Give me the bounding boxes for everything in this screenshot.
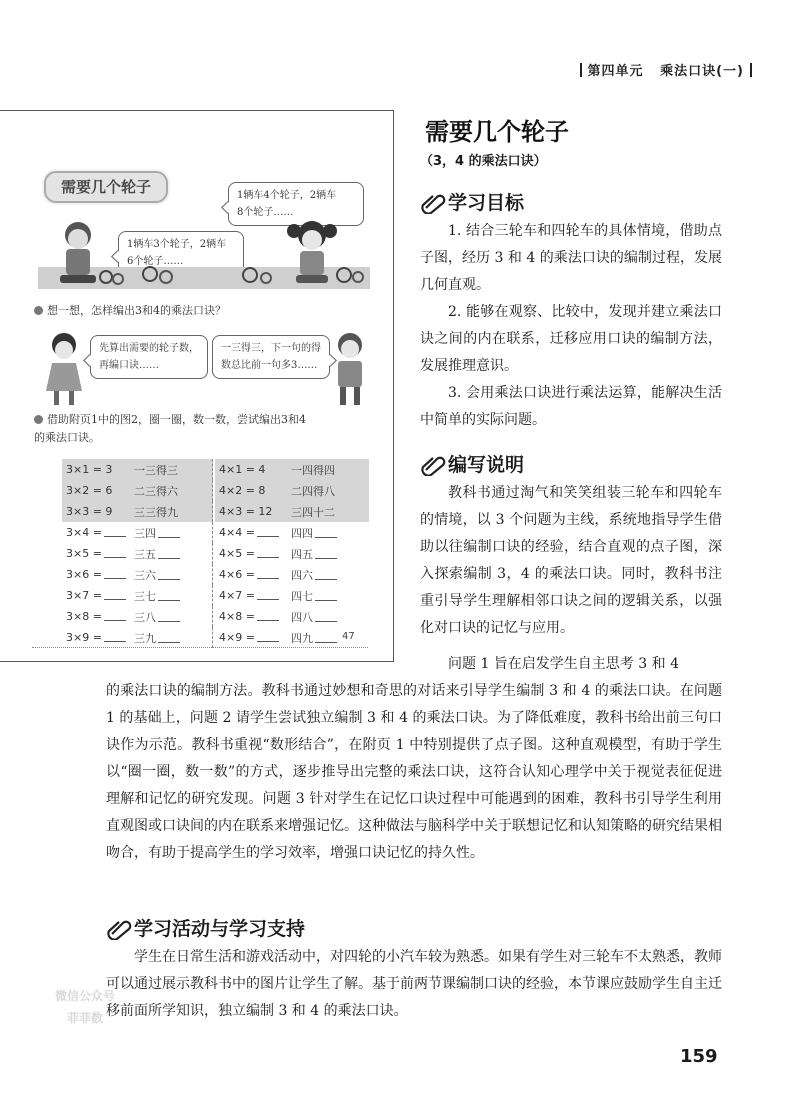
answer-blank[interactable] xyxy=(104,589,126,600)
bullet-dot-icon xyxy=(34,415,43,424)
watermark xyxy=(30,985,140,1029)
notes-heading xyxy=(420,450,524,477)
rhyme-cell xyxy=(130,564,213,585)
equation-cell xyxy=(62,522,130,543)
equation-text: 3×3 = 9 xyxy=(66,505,113,518)
header-divider xyxy=(580,63,582,77)
answer-blank[interactable] xyxy=(158,611,180,622)
answer-blank[interactable] xyxy=(158,590,180,601)
answer-blank[interactable] xyxy=(257,631,279,642)
equation-text: 3×6 = xyxy=(66,568,102,581)
equation-text: 4×4 = xyxy=(219,526,255,539)
textbook-panel xyxy=(0,110,394,662)
answer-blank[interactable] xyxy=(257,526,279,537)
rhyme-cell xyxy=(287,459,369,480)
rhyme-cell xyxy=(287,564,369,585)
question-2-text: 的乘法口诀。 xyxy=(34,431,100,444)
rhyme-text: 三八 xyxy=(134,610,156,624)
answer-blank[interactable] xyxy=(257,568,279,579)
question-1 xyxy=(34,302,364,320)
table-row xyxy=(62,459,369,480)
equation-cell xyxy=(62,627,130,648)
girl-figure-2-icon xyxy=(36,329,92,409)
equation-text: 4×1 = 4 xyxy=(219,463,266,476)
objectives-heading xyxy=(420,188,524,215)
rhyme-text: 三六 xyxy=(134,568,156,582)
equation-text: 4×2 = 8 xyxy=(219,484,266,497)
textbook-page-number: 47 xyxy=(342,631,355,642)
table-row xyxy=(62,564,369,585)
rhyme-cell xyxy=(130,480,213,501)
rhyme-cell xyxy=(287,480,369,501)
answer-blank[interactable] xyxy=(158,527,180,538)
equation-text: 3×1 = 3 xyxy=(66,463,113,476)
running-header xyxy=(574,60,758,79)
bubble-line: 6个轮子…… xyxy=(127,256,184,267)
equation-text: 3×4 = xyxy=(66,526,102,539)
girl-figure-icon xyxy=(282,215,372,295)
activities-heading-text: 学习活动与学习支持 xyxy=(134,918,306,940)
rhyme-text: 三九 xyxy=(134,631,156,645)
rhyme-cell xyxy=(130,585,213,606)
equation-cell xyxy=(215,501,287,522)
objective-item: 3. 会用乘法口诀进行乘法运算，能解决生活中简单的实际问题。 xyxy=(420,385,722,428)
equation-text: 4×7 = xyxy=(219,589,255,602)
equation-text: 4×3 = 12 xyxy=(219,505,273,518)
rhyme-text: 三七 xyxy=(134,589,156,603)
notes-paragraph-2 xyxy=(106,678,722,867)
rhyme-cell xyxy=(130,543,213,564)
lesson-subtitle: （3，4 的乘法口诀） xyxy=(420,154,547,169)
watermark-line: 微信公众号 xyxy=(54,989,115,1003)
rhyme-cell xyxy=(130,627,213,648)
equation-text: 3×8 = xyxy=(66,610,102,623)
activities-heading xyxy=(106,914,305,941)
equation-cell xyxy=(62,480,130,501)
textbook-title: 需要几个轮子 xyxy=(44,171,168,203)
notes-para-2-start-text: 问题 1 旨在启发学生自主思考 3 和 4 xyxy=(448,656,679,672)
header-unit: 第四单元 xyxy=(587,64,644,79)
answer-blank[interactable] xyxy=(104,631,126,642)
boy-figure-icon xyxy=(48,217,128,295)
equation-cell xyxy=(62,606,130,627)
question-2 xyxy=(34,411,370,447)
equation-cell xyxy=(215,480,287,501)
answer-blank[interactable] xyxy=(158,569,180,580)
equation-cell xyxy=(62,564,130,585)
textbook-page xyxy=(30,119,372,645)
header-divider xyxy=(750,63,752,77)
paperclip-icon xyxy=(420,454,446,476)
rhyme-text: 二三得六 xyxy=(134,484,178,498)
equation-cell xyxy=(62,543,130,564)
answer-blank[interactable] xyxy=(104,547,126,558)
table-row xyxy=(62,627,369,648)
answer-blank[interactable] xyxy=(257,589,279,600)
activities-paragraph xyxy=(106,944,722,1025)
rhyme-text: 二四得八 xyxy=(291,484,335,498)
bubble-line: 一三得三，下一句的得 xyxy=(221,343,321,354)
equation-cell xyxy=(215,564,287,585)
bubble-line: 先算出需要的轮子数， xyxy=(99,343,199,354)
rhyme-cell xyxy=(130,501,213,522)
rhyme-text: 三四十二 xyxy=(291,505,335,519)
equation-text: 4×8 = xyxy=(219,610,255,623)
objectives-heading-text: 学习目标 xyxy=(448,192,525,214)
speech-bubble-boy xyxy=(212,335,330,379)
equation-cell xyxy=(62,501,130,522)
bubble-line: 1辆车3个轮子，2辆车 xyxy=(127,239,227,250)
rhyme-cell xyxy=(287,627,369,648)
equation-text: 4×6 = xyxy=(219,568,255,581)
answer-blank[interactable] xyxy=(104,568,126,579)
header-topic: 乘法口诀(一) xyxy=(660,64,744,79)
rhyme-text: 三三得九 xyxy=(134,505,178,519)
watermark-line: 菲菲数 xyxy=(66,1011,103,1025)
objective-item: 2. 能够在观察、比较中，发现并建立乘法口诀之间的内在联系，迁移应用口诀的编制方法，发展推理意识。 xyxy=(420,304,722,374)
rhyme-text: 三五 xyxy=(134,547,156,561)
rhyme-text: 一三得三 xyxy=(134,463,178,477)
paperclip-icon xyxy=(106,918,132,940)
bubble-line: 1辆车4个轮子，2辆车 xyxy=(237,190,337,201)
answer-blank[interactable] xyxy=(104,526,126,537)
equation-cell xyxy=(215,522,287,543)
answer-blank[interactable] xyxy=(315,548,337,559)
boy-figure-2-icon xyxy=(328,329,374,409)
notes-heading-text: 编写说明 xyxy=(448,454,525,476)
table-row xyxy=(62,501,369,522)
notes-para-2-text: 的乘法口诀的编制方法。教科书通过妙想和奇思的对话来引导学生编制 3 和 4 的乘法口诀。在问题 1 的基础上，问题 2 请学生尝试独立编制 3 和 4 的乘法口诀。为了降低难度，教科书给出前三句口诀作为示范。教科书重视“数形结合”，在附页 1 中特别提供了点子图。这种直观模型，有助于学生以“圈一圈，数一数”的方式，逐步推导出完整的乘法口诀，这符合认知心理学中关于视觉表征促进理解和记忆的研究发现。问题 3 针对学生在记忆口诀过程中可能遇到的困难，教科书引导学生利用直观图或口诀间的内在联系来增强记忆。这种做法与脑科学中关于联想记忆和认知策略的研究结果相吻合，有助于提高学生的学习效率，增强口诀记忆的持久性。 xyxy=(106,683,722,861)
answer-blank[interactable] xyxy=(315,569,337,580)
equation-cell xyxy=(62,459,130,480)
answer-blank[interactable] xyxy=(257,610,279,621)
rhyme-cell xyxy=(130,522,213,543)
notes-paragraph-2-start xyxy=(420,651,722,678)
rhyme-text: 四七 xyxy=(291,589,313,603)
table-row xyxy=(62,585,369,606)
rhyme-text: 四四 xyxy=(291,526,313,540)
notes-paragraph-1 xyxy=(420,480,722,642)
equation-cell xyxy=(62,585,130,606)
rhyme-cell xyxy=(130,606,213,627)
equation-text: 3×9 = xyxy=(66,631,102,644)
rhyme-cell xyxy=(287,522,369,543)
table-row xyxy=(62,522,369,543)
table-row xyxy=(62,606,369,627)
table-row xyxy=(62,543,369,564)
equation-cell xyxy=(215,606,287,627)
rhyme-text: 四九 xyxy=(291,631,313,645)
equation-cell xyxy=(215,543,287,564)
multiplication-table xyxy=(62,459,369,648)
rhyme-text: 三四 xyxy=(134,526,156,540)
rhyme-cell xyxy=(287,543,369,564)
lesson-title: 需要几个轮子 xyxy=(425,118,569,146)
notes-para-1-text: 教科书通过淘气和笑笑组装三轮车和四轮车的情境，以 3 个问题为主线，系统地指导学生借助以往编制口诀的经验，结合直观的点子图，深入探索编制 3，4 的乘法口诀。同时，教科书注重引导学生理解相邻口诀之间的逻辑关系，以强化对口诀的记忆与应用。 xyxy=(420,485,722,636)
answer-blank[interactable] xyxy=(257,547,279,558)
rhyme-text: 一四得四 xyxy=(291,463,335,477)
rhyme-cell xyxy=(287,501,369,522)
equation-cell xyxy=(215,585,287,606)
speech-bubble-girl xyxy=(90,335,208,379)
answer-blank[interactable] xyxy=(315,611,337,622)
objective-item: 1. 结合三轮车和四轮车的具体情境，借助点子图，经历 3 和 4 的乘法口诀的编制过程，发展几何直观。 xyxy=(420,223,722,293)
bullet-dot-icon xyxy=(34,306,43,315)
rhyme-text: 四五 xyxy=(291,547,313,561)
activities-para-text: 学生在日常生活和游戏活动中，对四轮的小汽车较为熟悉。如果有学生对三轮车不太熟悉，教师可以通过展示教科书中的图片让学生了解。基于前两节课编制口诀的经验，本节课应鼓励学生自主迁移前面所学知识，独立编制 3 和 4 的乘法口诀。 xyxy=(106,949,722,1019)
equation-text: 3×2 = 6 xyxy=(66,484,113,497)
question-2-text: 借助附页1中的图2，圈一圈，数一数，尝试编出3和4 xyxy=(47,413,306,426)
equation-text: 4×5 = xyxy=(219,547,255,560)
table-row xyxy=(62,480,369,501)
bubble-line: 8个轮子…… xyxy=(237,207,294,218)
question-1-text: 想一想，怎样编出3和4的乘法口诀？ xyxy=(47,304,226,317)
answer-blank[interactable] xyxy=(315,632,337,643)
objectives-list xyxy=(420,218,722,434)
paperclip-icon xyxy=(420,192,446,214)
equation-cell xyxy=(215,627,287,648)
rhyme-text: 四八 xyxy=(291,610,313,624)
answer-blank[interactable] xyxy=(104,610,126,621)
equation-cell xyxy=(215,459,287,480)
equation-text: 3×5 = xyxy=(66,547,102,560)
bubble-line: 数总比前一句多3…… xyxy=(221,360,318,371)
page-bottom-rule xyxy=(32,647,368,648)
equation-text: 3×7 = xyxy=(66,589,102,602)
rhyme-text: 四六 xyxy=(291,568,313,582)
equation-text: 4×9 = xyxy=(219,631,255,644)
answer-blank[interactable] xyxy=(315,590,337,601)
answer-blank[interactable] xyxy=(158,632,180,643)
page-number: 159 xyxy=(680,1046,718,1067)
rhyme-cell xyxy=(287,585,369,606)
bubble-line: 再编口诀…… xyxy=(99,360,159,371)
rhyme-cell xyxy=(130,459,213,480)
answer-blank[interactable] xyxy=(315,527,337,538)
rhyme-cell xyxy=(287,606,369,627)
wheels-pile-icon xyxy=(130,259,280,289)
answer-blank[interactable] xyxy=(158,548,180,559)
